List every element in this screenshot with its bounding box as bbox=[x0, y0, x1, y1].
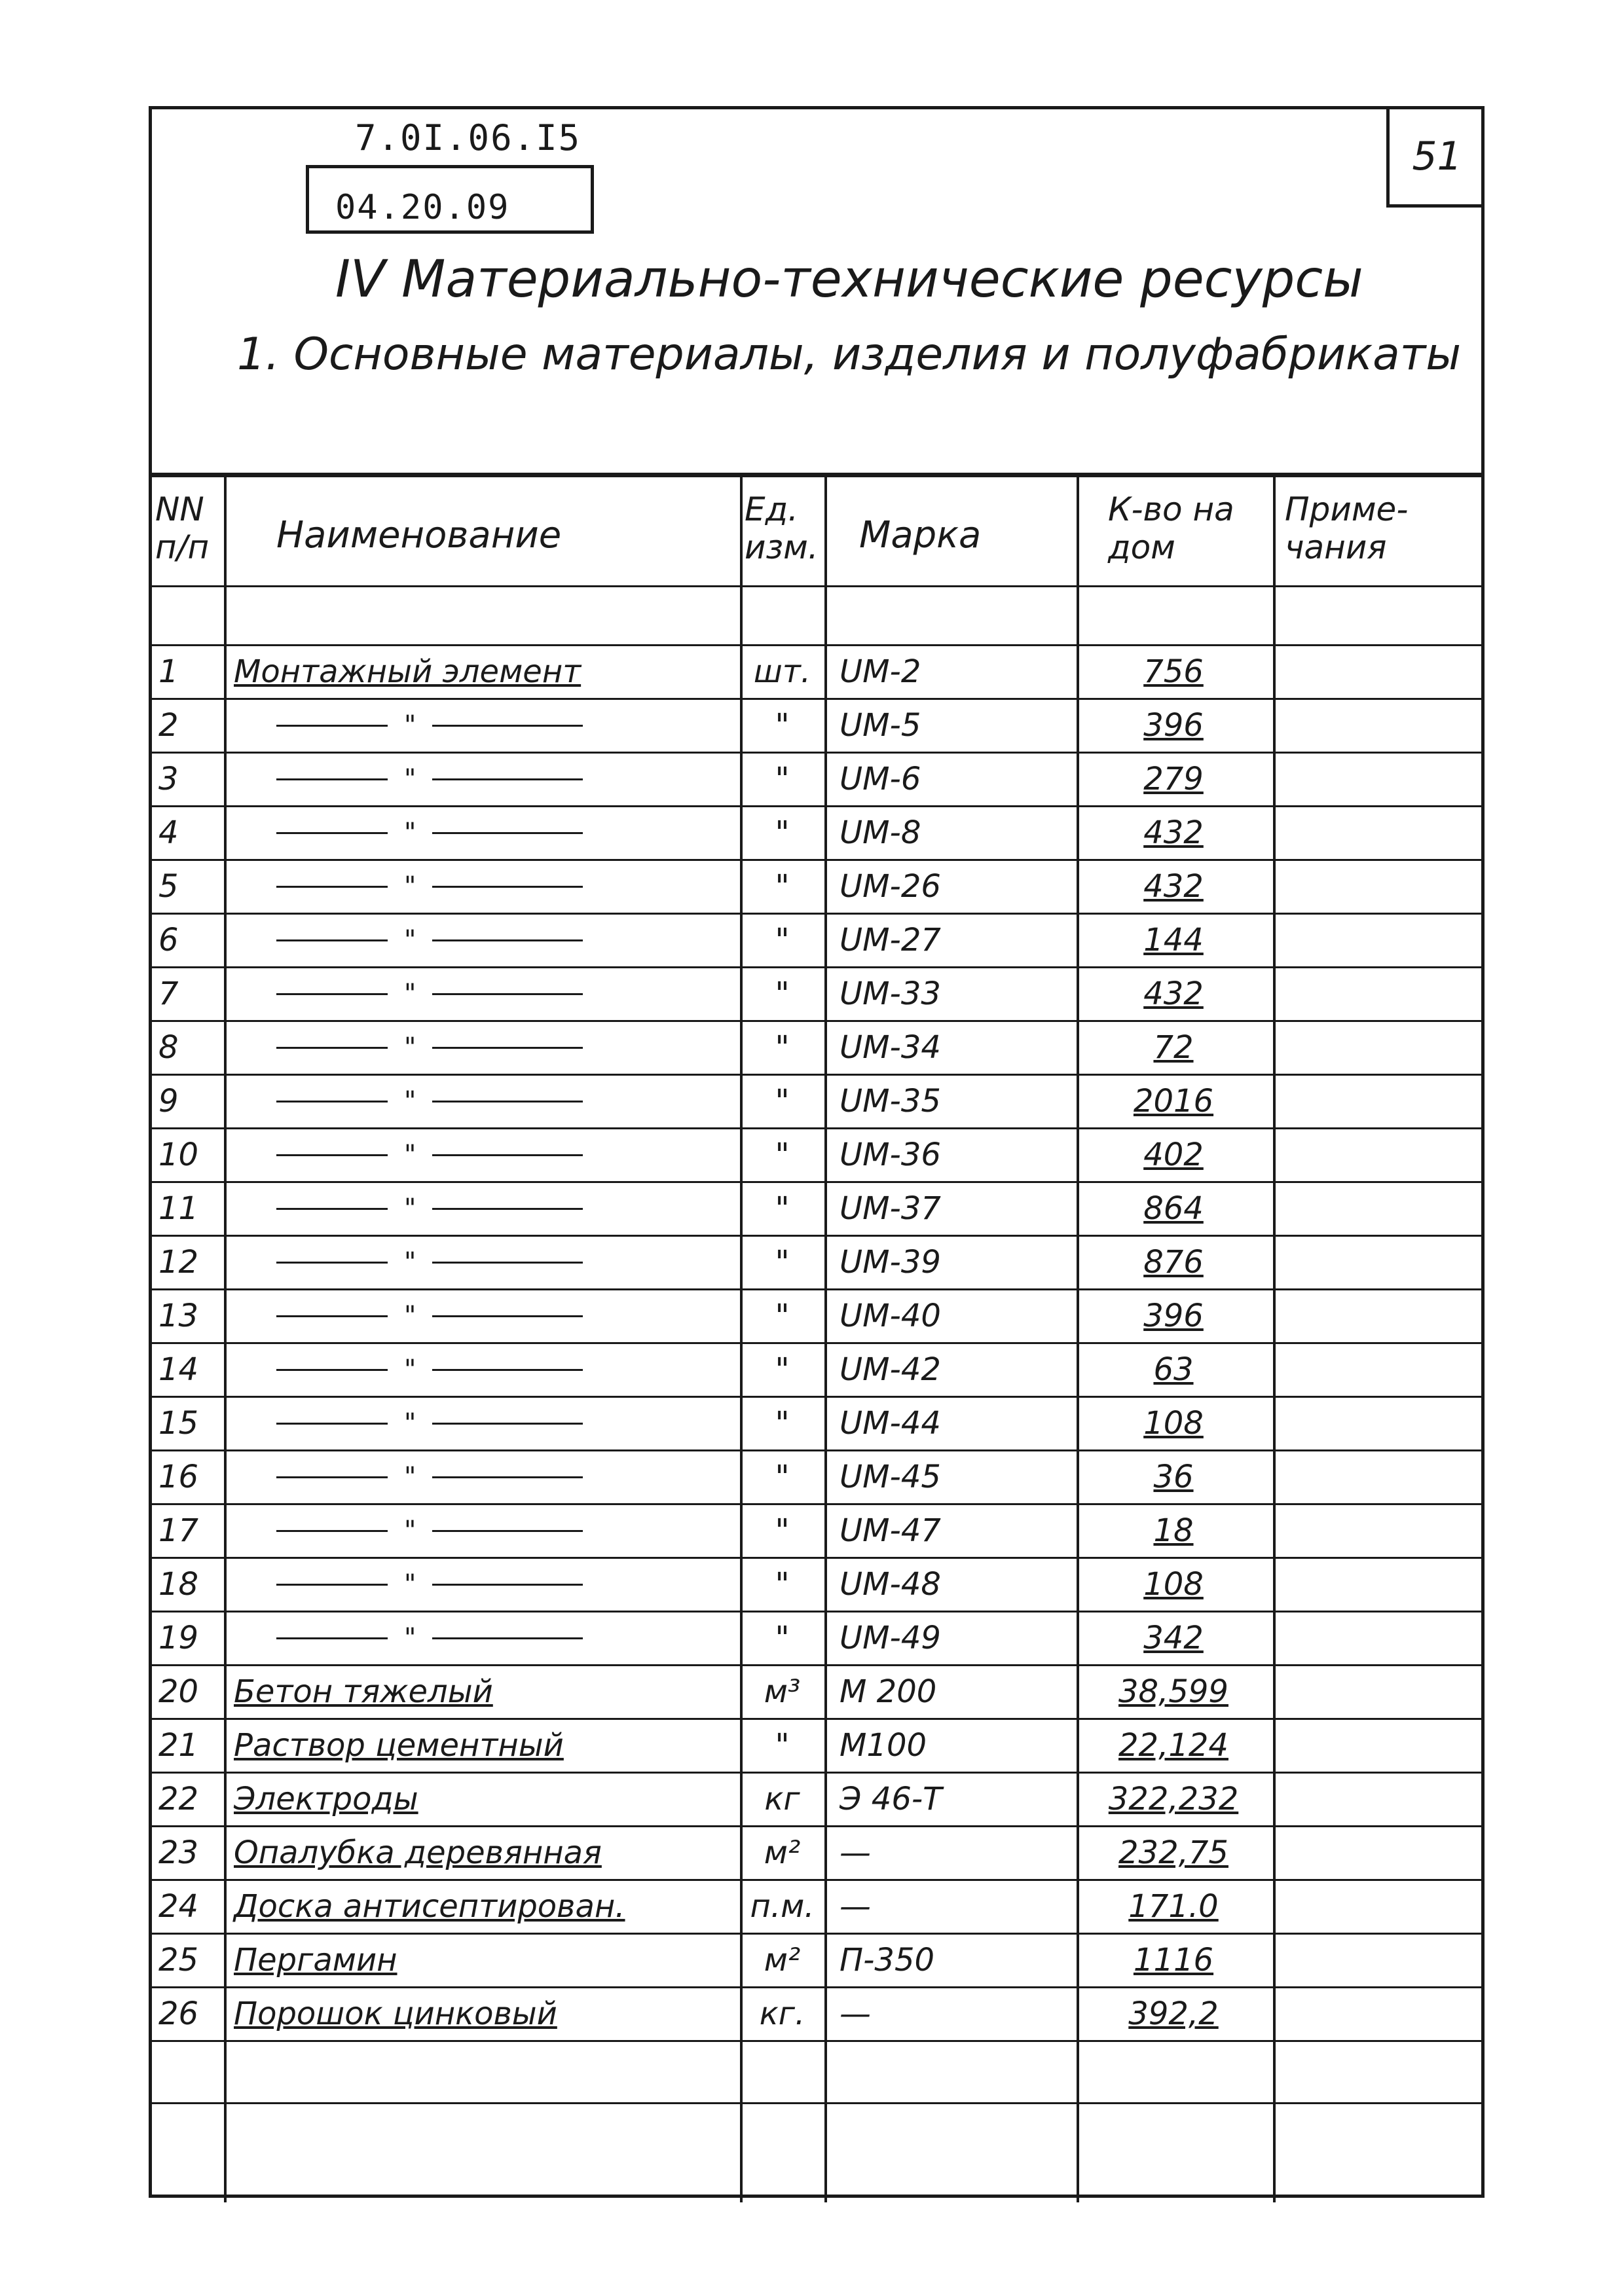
mark: UM-37 bbox=[840, 1190, 941, 1227]
unit: " bbox=[775, 761, 790, 797]
ditto-mark: " bbox=[276, 1612, 784, 1664]
row-number: 8 bbox=[158, 1029, 179, 1066]
mark: — bbox=[840, 1888, 871, 1925]
row-number: 2 bbox=[158, 707, 179, 744]
mark: M 200 bbox=[840, 1673, 937, 1710]
mark: UM-2 bbox=[840, 653, 921, 690]
quantity: 38,599 bbox=[1118, 1673, 1228, 1710]
mark: UM-40 bbox=[840, 1298, 941, 1334]
table-row bbox=[152, 644, 1481, 698]
mark: UM-44 bbox=[840, 1405, 941, 1442]
row-number: 22 bbox=[158, 1781, 199, 1817]
mark: UM-26 bbox=[840, 868, 941, 905]
quantity: 342 bbox=[1143, 1620, 1204, 1656]
unit: м² bbox=[764, 1942, 801, 1978]
unit: " bbox=[775, 1244, 790, 1281]
ditto-mark: " bbox=[276, 807, 784, 859]
unit: " bbox=[775, 1459, 790, 1495]
ditto-mark: " bbox=[276, 1182, 784, 1235]
table-row bbox=[152, 1396, 1481, 1449]
unit: шт. bbox=[753, 653, 811, 690]
header-num: NN п/п bbox=[155, 490, 210, 566]
row-number: 25 bbox=[158, 1942, 199, 1978]
mark: — bbox=[840, 1834, 871, 1871]
table-row bbox=[152, 1825, 1481, 1879]
mark: UM-39 bbox=[840, 1244, 941, 1281]
ditto-mark: " bbox=[276, 1397, 784, 1449]
section-title: IV Материально-технические ресурсы bbox=[335, 250, 1363, 309]
row-number: 7 bbox=[158, 975, 179, 1012]
mark: UM-48 bbox=[840, 1566, 941, 1603]
unit: " bbox=[775, 1190, 790, 1227]
ditto-mark: " bbox=[276, 914, 784, 966]
table-row bbox=[152, 1342, 1481, 1396]
table-row bbox=[152, 752, 1481, 805]
quantity: 864 bbox=[1143, 1190, 1204, 1227]
table-row bbox=[152, 1664, 1481, 1718]
quantity: 1116 bbox=[1133, 1942, 1214, 1978]
row-number: 11 bbox=[158, 1190, 199, 1227]
quantity: 432 bbox=[1143, 975, 1204, 1012]
materials-table bbox=[152, 473, 1481, 2202]
ditto-mark: " bbox=[276, 1558, 784, 1611]
row-number: 3 bbox=[158, 761, 179, 797]
item-name: Раствор цементный bbox=[234, 1727, 564, 1764]
mark: UM-8 bbox=[840, 814, 921, 851]
row-number: 16 bbox=[158, 1459, 199, 1495]
ditto-mark: " bbox=[276, 1129, 784, 1181]
header-name: Наименование bbox=[276, 514, 562, 556]
ditto-mark: " bbox=[276, 753, 784, 805]
row-number: 12 bbox=[158, 1244, 199, 1281]
ditto-mark: " bbox=[276, 1236, 784, 1288]
mark: UM-47 bbox=[840, 1512, 941, 1549]
quantity: 144 bbox=[1143, 922, 1204, 958]
unit: " bbox=[775, 1620, 790, 1656]
unit: " bbox=[775, 814, 790, 851]
row-number: 5 bbox=[158, 868, 179, 905]
quantity: 396 bbox=[1143, 1298, 1204, 1334]
row-number: 13 bbox=[158, 1298, 199, 1334]
row-number: 21 bbox=[158, 1727, 199, 1764]
row-number: 20 bbox=[158, 1673, 199, 1710]
table-row bbox=[152, 859, 1481, 913]
row-number: 26 bbox=[158, 1995, 199, 2032]
ditto-mark: " bbox=[276, 1290, 784, 1342]
row-number: 1 bbox=[158, 653, 179, 690]
row-number: 9 bbox=[158, 1083, 179, 1120]
unit: кг bbox=[764, 1781, 800, 1817]
ditto-mark: " bbox=[276, 1343, 784, 1396]
unit: м² bbox=[764, 1834, 801, 1871]
header-mark: Марка bbox=[859, 514, 982, 556]
table-row bbox=[152, 1288, 1481, 1342]
item-name: Электроды bbox=[234, 1781, 418, 1817]
table-row bbox=[152, 1449, 1481, 1503]
row-number: 23 bbox=[158, 1834, 199, 1871]
mark: UM-42 bbox=[840, 1351, 941, 1388]
document-code: 7.0I.06.I5 bbox=[355, 117, 581, 158]
unit: " bbox=[775, 922, 790, 958]
mark: M100 bbox=[840, 1727, 927, 1764]
row-number: 15 bbox=[158, 1405, 199, 1442]
mark: UM-6 bbox=[840, 761, 921, 797]
quantity: 756 bbox=[1143, 653, 1204, 690]
mark: UM-33 bbox=[840, 975, 941, 1012]
unit: " bbox=[775, 1727, 790, 1764]
header-rule bbox=[152, 585, 1481, 587]
unit: " bbox=[775, 1137, 790, 1173]
quantity: 36 bbox=[1153, 1459, 1194, 1495]
quantity: 876 bbox=[1143, 1244, 1204, 1281]
quantity: 396 bbox=[1143, 707, 1204, 744]
ditto-mark: " bbox=[276, 1504, 784, 1557]
table-row bbox=[152, 1557, 1481, 1611]
item-name: Порошок цинковый bbox=[234, 1995, 557, 2032]
quantity: 392,2 bbox=[1128, 1995, 1219, 2032]
table-end-rule bbox=[152, 2102, 1481, 2104]
row-number: 17 bbox=[158, 1512, 199, 1549]
ditto-mark: " bbox=[276, 699, 784, 752]
item-name: Доска антисептирован. bbox=[234, 1888, 625, 1925]
quantity: 22,124 bbox=[1118, 1727, 1228, 1764]
section-subtitle: 1. Основные материалы, изделия и полуфабрикаты bbox=[237, 329, 1462, 380]
mark: UM-45 bbox=[840, 1459, 941, 1495]
table-row bbox=[152, 1772, 1481, 1825]
unit: " bbox=[775, 1083, 790, 1120]
mark: UM-34 bbox=[840, 1029, 941, 1066]
item-name: Опалубка деревянная bbox=[234, 1834, 602, 1871]
unit: " bbox=[775, 1566, 790, 1603]
unit: " bbox=[775, 707, 790, 744]
header-notes: Приме- чания bbox=[1285, 490, 1409, 566]
table-row bbox=[152, 1074, 1481, 1127]
item-name: Бетон тяжелый bbox=[234, 1673, 493, 1710]
quantity: 432 bbox=[1143, 868, 1204, 905]
table-row bbox=[152, 1181, 1481, 1235]
mark: UM-5 bbox=[840, 707, 921, 744]
quantity: 232,75 bbox=[1118, 1834, 1228, 1871]
header-unit: Ед. изм. bbox=[745, 490, 819, 566]
table-row bbox=[152, 1986, 1481, 2040]
row-number: 19 bbox=[158, 1620, 199, 1656]
quantity: 171.0 bbox=[1128, 1888, 1219, 1925]
mark: UM-27 bbox=[840, 922, 941, 958]
item-name: Монтажный элемент bbox=[234, 653, 581, 690]
mark: Э 46-Т bbox=[840, 1781, 942, 1817]
row-number: 10 bbox=[158, 1137, 199, 1173]
mark: UM-36 bbox=[840, 1137, 941, 1173]
ditto-mark: " bbox=[276, 1021, 784, 1074]
table-row bbox=[152, 1127, 1481, 1181]
mark: — bbox=[840, 1995, 871, 2032]
quantity: 72 bbox=[1153, 1029, 1194, 1066]
table-row bbox=[152, 1933, 1481, 1986]
row-number: 4 bbox=[158, 814, 179, 851]
unit: " bbox=[775, 1405, 790, 1442]
quantity: 18 bbox=[1153, 1512, 1194, 1549]
table-row bbox=[152, 805, 1481, 859]
unit: " bbox=[775, 1029, 790, 1066]
table-row bbox=[152, 1718, 1481, 1772]
table-row bbox=[152, 1235, 1481, 1288]
table-row bbox=[152, 1879, 1481, 1933]
ditto-mark: " bbox=[276, 968, 784, 1020]
unit: " bbox=[775, 1512, 790, 1549]
row-rule bbox=[152, 2040, 1481, 2042]
quantity: 402 bbox=[1143, 1137, 1204, 1173]
unit: п.м. bbox=[750, 1888, 815, 1925]
row-number: 18 bbox=[158, 1566, 199, 1603]
ditto-mark: " bbox=[276, 1451, 784, 1503]
quantity: 322,232 bbox=[1108, 1781, 1239, 1817]
quantity: 108 bbox=[1143, 1405, 1204, 1442]
unit: " bbox=[775, 868, 790, 905]
unit: " bbox=[775, 975, 790, 1012]
table-row bbox=[152, 913, 1481, 966]
row-number: 14 bbox=[158, 1351, 199, 1388]
unit: " bbox=[775, 1351, 790, 1388]
table-row bbox=[152, 698, 1481, 752]
quantity: 279 bbox=[1143, 761, 1204, 797]
table-row bbox=[152, 966, 1481, 1020]
quantity: 2016 bbox=[1133, 1083, 1214, 1120]
unit: м³ bbox=[764, 1673, 801, 1710]
row-number: 6 bbox=[158, 922, 179, 958]
ditto-mark: " bbox=[276, 1075, 784, 1127]
quantity: 108 bbox=[1143, 1566, 1204, 1603]
document-sheet bbox=[149, 106, 1485, 2198]
quantity: 432 bbox=[1143, 814, 1204, 851]
quantity: 63 bbox=[1153, 1351, 1194, 1388]
row-number: 24 bbox=[158, 1888, 199, 1925]
ditto-mark: " bbox=[276, 860, 784, 913]
page-number: 51 bbox=[1386, 109, 1485, 208]
table-row bbox=[152, 1503, 1481, 1557]
mark: UM-49 bbox=[840, 1620, 941, 1656]
header-qty: К-во на дом bbox=[1108, 490, 1234, 566]
table-row bbox=[152, 1611, 1481, 1664]
table-row bbox=[152, 1020, 1481, 1074]
mark: UM-35 bbox=[840, 1083, 941, 1120]
item-name: Пергамин bbox=[234, 1942, 397, 1978]
unit: " bbox=[775, 1298, 790, 1334]
document-code-box: 04.20.09 bbox=[306, 165, 594, 234]
unit: кг. bbox=[759, 1995, 805, 2032]
mark: П-350 bbox=[840, 1942, 935, 1978]
